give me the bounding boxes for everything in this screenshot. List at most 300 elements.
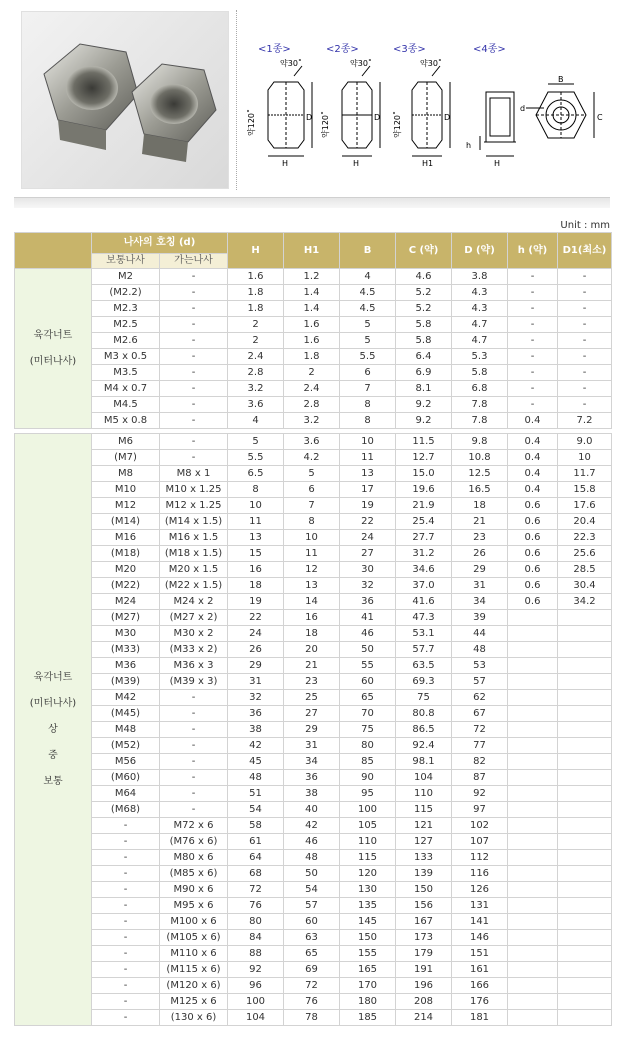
table-row bbox=[15, 466, 612, 482]
table-cell: M36 bbox=[92, 658, 160, 674]
table-row bbox=[15, 333, 612, 349]
table-cell: M6 bbox=[92, 434, 160, 450]
table-cell: M42 bbox=[92, 690, 160, 706]
table-cell: 4.3 bbox=[452, 285, 508, 301]
table-cell: 0.4 bbox=[508, 466, 558, 482]
table-cell: 67 bbox=[452, 706, 508, 722]
table-cell: 64 bbox=[228, 850, 284, 866]
table-cell bbox=[558, 914, 612, 930]
table-row bbox=[15, 898, 612, 914]
type-3-H1: H1 bbox=[422, 159, 434, 168]
table-cell: - bbox=[160, 397, 228, 413]
hex-nut-photo bbox=[21, 11, 229, 189]
table-cell: 7.8 bbox=[452, 397, 508, 413]
table-cell: 32 bbox=[340, 578, 396, 594]
table-cell: 127 bbox=[396, 834, 452, 850]
table-cell: - bbox=[508, 333, 558, 349]
table-cell bbox=[508, 946, 558, 962]
table-cell bbox=[558, 850, 612, 866]
table-cell: 10 bbox=[340, 434, 396, 450]
table-cell: 18 bbox=[228, 578, 284, 594]
table-cell: 214 bbox=[396, 1010, 452, 1026]
table-row bbox=[15, 301, 612, 317]
table-cell: 41 bbox=[340, 610, 396, 626]
table-cell: 105 bbox=[340, 818, 396, 834]
table-cell: M5 x 0.8 bbox=[92, 413, 160, 429]
table-row bbox=[15, 498, 612, 514]
header-C: C (약) bbox=[396, 233, 452, 269]
table-cell: 4 bbox=[228, 413, 284, 429]
table-cell: 4.7 bbox=[452, 333, 508, 349]
table-cell bbox=[508, 930, 558, 946]
table-cell: 10 bbox=[228, 498, 284, 514]
table-cell: 9.0 bbox=[558, 434, 612, 450]
table-row bbox=[15, 1010, 612, 1026]
header-thread: 나사의 호칭 (d) bbox=[92, 233, 228, 254]
table-cell: 17 bbox=[340, 482, 396, 498]
table-cell: 170 bbox=[340, 978, 396, 994]
table-cell bbox=[508, 818, 558, 834]
table-cell: M12 x 1.25 bbox=[160, 498, 228, 514]
table-cell: 135 bbox=[340, 898, 396, 914]
table-cell: 87 bbox=[452, 770, 508, 786]
table-cell: 15.0 bbox=[396, 466, 452, 482]
table-cell: - bbox=[92, 930, 160, 946]
table-cell: 36 bbox=[284, 770, 340, 786]
table-cell: (M115 x 6) bbox=[160, 962, 228, 978]
table-cell: 29 bbox=[228, 658, 284, 674]
table-row bbox=[15, 285, 612, 301]
table-cell: (130 x 6) bbox=[160, 1010, 228, 1026]
table-cell: - bbox=[508, 397, 558, 413]
table-cell: 72 bbox=[452, 722, 508, 738]
table-cell: - bbox=[92, 914, 160, 930]
table-row bbox=[15, 818, 612, 834]
table-cell: 80 bbox=[340, 738, 396, 754]
table-cell: 185 bbox=[340, 1010, 396, 1026]
table-cell bbox=[558, 882, 612, 898]
table-cell: M8 bbox=[92, 466, 160, 482]
table-cell bbox=[558, 610, 612, 626]
table-cell: 27 bbox=[340, 546, 396, 562]
table-cell: - bbox=[92, 1010, 160, 1026]
table-cell: 72 bbox=[284, 978, 340, 994]
table-cell: 4.6 bbox=[396, 269, 452, 285]
table-cell: 70 bbox=[340, 706, 396, 722]
table-cell: 18 bbox=[452, 498, 508, 514]
table-cell: - bbox=[92, 994, 160, 1010]
table-cell: (M39) bbox=[92, 674, 160, 690]
table-cell: 24 bbox=[340, 530, 396, 546]
table-cell: 88 bbox=[228, 946, 284, 962]
table-cell: 176 bbox=[452, 994, 508, 1010]
table-row bbox=[15, 482, 612, 498]
table-cell: 17.6 bbox=[558, 498, 612, 514]
type-4-h: h bbox=[466, 141, 472, 150]
table-cell: 2.4 bbox=[284, 381, 340, 397]
table-cell: 3.8 bbox=[452, 269, 508, 285]
table-cell: M2.6 bbox=[92, 333, 160, 349]
type-4-C: C bbox=[597, 113, 603, 122]
table-cell: 38 bbox=[228, 722, 284, 738]
table-cell bbox=[558, 786, 612, 802]
table-cell: 5.5 bbox=[340, 349, 396, 365]
table-cell: 104 bbox=[396, 770, 452, 786]
table-cell: 77 bbox=[452, 738, 508, 754]
table-row bbox=[15, 578, 612, 594]
table-row bbox=[15, 610, 612, 626]
table-cell: - bbox=[92, 946, 160, 962]
type-4-H: H bbox=[494, 159, 501, 168]
table-cell bbox=[558, 722, 612, 738]
table-cell: M2.3 bbox=[92, 301, 160, 317]
table-cell: - bbox=[92, 834, 160, 850]
table-cell: 8.1 bbox=[396, 381, 452, 397]
table-cell bbox=[558, 994, 612, 1010]
table-cell: 76 bbox=[228, 898, 284, 914]
table-cell: 21 bbox=[452, 514, 508, 530]
table-cell: 5.8 bbox=[396, 317, 452, 333]
table-cell: 1.4 bbox=[284, 301, 340, 317]
table-cell: 54 bbox=[284, 882, 340, 898]
table-cell: 11 bbox=[228, 514, 284, 530]
table-cell: 10 bbox=[284, 530, 340, 546]
table-cell: 156 bbox=[396, 898, 452, 914]
table-cell bbox=[558, 690, 612, 706]
table-cell: (M27 x 2) bbox=[160, 610, 228, 626]
table-cell: 68 bbox=[228, 866, 284, 882]
table-cell: 95 bbox=[340, 786, 396, 802]
table-cell: M10 x 1.25 bbox=[160, 482, 228, 498]
table-cell: 24 bbox=[228, 626, 284, 642]
table-cell: (M39 x 3) bbox=[160, 674, 228, 690]
table-cell: 133 bbox=[396, 850, 452, 866]
table-row bbox=[15, 642, 612, 658]
table-cell: M56 bbox=[92, 754, 160, 770]
table-cell: 2.4 bbox=[228, 349, 284, 365]
table-cell: 34.2 bbox=[558, 594, 612, 610]
table-row bbox=[15, 626, 612, 642]
table-cell: 1.2 bbox=[284, 269, 340, 285]
section-divider-band bbox=[14, 197, 610, 208]
table-cell: M30 x 2 bbox=[160, 626, 228, 642]
table-cell bbox=[558, 898, 612, 914]
table-cell: - bbox=[160, 301, 228, 317]
table-cell: 11 bbox=[340, 450, 396, 466]
table-row bbox=[15, 594, 612, 610]
table-cell: 28.5 bbox=[558, 562, 612, 578]
table-cell bbox=[508, 866, 558, 882]
table-cell: 6.9 bbox=[396, 365, 452, 381]
table-cell: 76 bbox=[284, 994, 340, 1010]
table-cell: 8 bbox=[340, 397, 396, 413]
table-cell: 16 bbox=[228, 562, 284, 578]
table-cell: M30 bbox=[92, 626, 160, 642]
table-cell: 92 bbox=[452, 786, 508, 802]
type-1-angle30: 약30˚ bbox=[280, 59, 302, 68]
table-cell bbox=[508, 674, 558, 690]
table-cell: 42 bbox=[284, 818, 340, 834]
table-cell: 3.6 bbox=[284, 434, 340, 450]
table-cell: M64 bbox=[92, 786, 160, 802]
table-cell bbox=[558, 866, 612, 882]
table-cell: - bbox=[160, 450, 228, 466]
table-cell: 3.2 bbox=[228, 381, 284, 397]
table-cell: 6 bbox=[284, 482, 340, 498]
table-cell: (M60) bbox=[92, 770, 160, 786]
table-cell: 58 bbox=[228, 818, 284, 834]
table-row bbox=[15, 365, 612, 381]
table-cell: 21 bbox=[284, 658, 340, 674]
table-cell: 92.4 bbox=[396, 738, 452, 754]
table-cell: M20 bbox=[92, 562, 160, 578]
table-cell: 40 bbox=[284, 802, 340, 818]
table-cell: 0.6 bbox=[508, 578, 558, 594]
table-row bbox=[15, 434, 612, 450]
table-cell: (M18 x 1.5) bbox=[160, 546, 228, 562]
type-3-D: D bbox=[444, 113, 451, 122]
table-cell bbox=[558, 674, 612, 690]
table-cell: 75 bbox=[396, 690, 452, 706]
table-cell: 20 bbox=[284, 642, 340, 658]
table-cell: - bbox=[508, 285, 558, 301]
table-cell: 120 bbox=[340, 866, 396, 882]
table-cell: - bbox=[558, 301, 612, 317]
table-cell: 0.4 bbox=[508, 413, 558, 429]
type-1-angle120: 약120˚ bbox=[247, 109, 256, 136]
table-cell bbox=[508, 706, 558, 722]
table-cell: 25.4 bbox=[396, 514, 452, 530]
table-cell: 27.7 bbox=[396, 530, 452, 546]
table-cell: 151 bbox=[452, 946, 508, 962]
table-cell: 34.6 bbox=[396, 562, 452, 578]
table-cell: 130 bbox=[340, 882, 396, 898]
table-cell bbox=[558, 946, 612, 962]
table-cell: M4.5 bbox=[92, 397, 160, 413]
table-cell: 173 bbox=[396, 930, 452, 946]
table-cell: 30.4 bbox=[558, 578, 612, 594]
header-fine-thread: 가는나사 bbox=[160, 254, 228, 269]
type-2-angle30: 약30˚ bbox=[350, 59, 372, 68]
table-row bbox=[15, 802, 612, 818]
table-cell: 6.5 bbox=[228, 466, 284, 482]
table-cell: 5.5 bbox=[228, 450, 284, 466]
unit-label: Unit : mm bbox=[560, 220, 610, 231]
table-row bbox=[15, 546, 612, 562]
table-cell: (M14 x 1.5) bbox=[160, 514, 228, 530]
table-cell bbox=[508, 690, 558, 706]
table-cell: 31 bbox=[452, 578, 508, 594]
table-cell: 98.1 bbox=[396, 754, 452, 770]
table-cell bbox=[558, 770, 612, 786]
table-cell: M48 bbox=[92, 722, 160, 738]
table-cell bbox=[508, 994, 558, 1010]
table-cell: (M2.2) bbox=[92, 285, 160, 301]
table-cell: 104 bbox=[228, 1010, 284, 1026]
table-cell: 0.6 bbox=[508, 530, 558, 546]
table-row bbox=[15, 914, 612, 930]
table-cell: - bbox=[92, 866, 160, 882]
table-cell: 8 bbox=[340, 413, 396, 429]
table-cell: 2.8 bbox=[284, 397, 340, 413]
table-cell: 110 bbox=[396, 786, 452, 802]
table-cell bbox=[508, 786, 558, 802]
table-cell: - bbox=[558, 397, 612, 413]
table-cell: 131 bbox=[452, 898, 508, 914]
table-cell: M36 x 3 bbox=[160, 658, 228, 674]
table-cell: M16 bbox=[92, 530, 160, 546]
table-cell: 115 bbox=[396, 802, 452, 818]
table-cell: 208 bbox=[396, 994, 452, 1010]
table-cell: 11.5 bbox=[396, 434, 452, 450]
table-cell: - bbox=[508, 381, 558, 397]
table-cell: 90 bbox=[340, 770, 396, 786]
table-cell: 11 bbox=[284, 546, 340, 562]
table-row bbox=[15, 978, 612, 994]
table-cell: 141 bbox=[452, 914, 508, 930]
table-row bbox=[15, 514, 612, 530]
table-cell: 42 bbox=[228, 738, 284, 754]
table-cell: - bbox=[508, 349, 558, 365]
table-cell: M20 x 1.5 bbox=[160, 562, 228, 578]
header-blank bbox=[15, 233, 92, 269]
table-cell: M72 x 6 bbox=[160, 818, 228, 834]
table-cell bbox=[508, 802, 558, 818]
table-cell: 78 bbox=[284, 1010, 340, 1026]
table-cell: 48 bbox=[228, 770, 284, 786]
header-D1: D1(최소) bbox=[558, 233, 612, 269]
table-cell: 5.3 bbox=[452, 349, 508, 365]
table-cell: 82 bbox=[452, 754, 508, 770]
table-row bbox=[15, 530, 612, 546]
table-cell: 26 bbox=[452, 546, 508, 562]
table-cell: - bbox=[160, 365, 228, 381]
table-cell: - bbox=[92, 850, 160, 866]
table-cell: 5.2 bbox=[396, 301, 452, 317]
table-cell: 44 bbox=[452, 626, 508, 642]
table-cell: (M85 x 6) bbox=[160, 866, 228, 882]
table-cell: 72 bbox=[228, 882, 284, 898]
type-4-d: d bbox=[520, 104, 526, 113]
table-cell: M125 x 6 bbox=[160, 994, 228, 1010]
table-cell bbox=[558, 978, 612, 994]
table-cell: (M22 x 1.5) bbox=[160, 578, 228, 594]
header-D: D (약) bbox=[452, 233, 508, 269]
table-cell: 31.2 bbox=[396, 546, 452, 562]
table-cell: M3 x 0.5 bbox=[92, 349, 160, 365]
table-cell: 150 bbox=[396, 882, 452, 898]
table-row bbox=[15, 317, 612, 333]
table-cell: 1.8 bbox=[284, 349, 340, 365]
table-cell: 26 bbox=[228, 642, 284, 658]
table-cell: 0.6 bbox=[508, 546, 558, 562]
table-row bbox=[15, 754, 612, 770]
group-2-label-line: 보통 bbox=[43, 775, 63, 787]
table-cell: 25 bbox=[284, 690, 340, 706]
table-cell: 46 bbox=[340, 626, 396, 642]
table-cell: M24 x 2 bbox=[160, 594, 228, 610]
table-cell: M8 x 1 bbox=[160, 466, 228, 482]
table-cell: 61 bbox=[228, 834, 284, 850]
table-cell: - bbox=[558, 269, 612, 285]
type-2-title: <2종> bbox=[326, 44, 359, 55]
table-cell: 167 bbox=[396, 914, 452, 930]
table-cell: (M18) bbox=[92, 546, 160, 562]
table-cell: 34 bbox=[284, 754, 340, 770]
table-cell: 1.8 bbox=[228, 285, 284, 301]
table-cell: 50 bbox=[284, 866, 340, 882]
table-cell: 5.8 bbox=[452, 365, 508, 381]
table-cell: 10 bbox=[558, 450, 612, 466]
table-cell: 57.7 bbox=[396, 642, 452, 658]
table-cell: 161 bbox=[452, 962, 508, 978]
table-cell: 4.5 bbox=[340, 285, 396, 301]
group-1-label bbox=[15, 269, 92, 429]
table-cell: - bbox=[508, 317, 558, 333]
table-row bbox=[15, 706, 612, 722]
table-cell: 3.2 bbox=[284, 413, 340, 429]
table-cell: 4.7 bbox=[452, 317, 508, 333]
table-cell: 84 bbox=[228, 930, 284, 946]
table-cell: 16 bbox=[284, 610, 340, 626]
table-body bbox=[15, 269, 612, 1026]
table-cell: - bbox=[92, 962, 160, 978]
table-cell: 19 bbox=[340, 498, 396, 514]
table-row bbox=[15, 413, 612, 429]
table-cell: 2 bbox=[284, 365, 340, 381]
table-cell: 4.5 bbox=[340, 301, 396, 317]
table-row bbox=[15, 397, 612, 413]
table-cell: (M45) bbox=[92, 706, 160, 722]
table-cell: - bbox=[508, 269, 558, 285]
group-2-label bbox=[15, 434, 92, 1026]
table-cell bbox=[508, 898, 558, 914]
table-cell: - bbox=[160, 381, 228, 397]
table-cell: M2.5 bbox=[92, 317, 160, 333]
table-cell: 19.6 bbox=[396, 482, 452, 498]
type-3-diagram bbox=[412, 66, 450, 156]
table-cell: 1.6 bbox=[228, 269, 284, 285]
table-cell: 23 bbox=[284, 674, 340, 690]
group-2-label-line: (미터나사) bbox=[29, 697, 77, 709]
table-row bbox=[15, 690, 612, 706]
table-cell: - bbox=[160, 770, 228, 786]
table-cell: 6.8 bbox=[452, 381, 508, 397]
table-cell bbox=[558, 834, 612, 850]
table-cell bbox=[508, 962, 558, 978]
table-row bbox=[15, 562, 612, 578]
table-row bbox=[15, 269, 612, 285]
table-cell: 32 bbox=[228, 690, 284, 706]
table-cell: 34 bbox=[452, 594, 508, 610]
table-cell bbox=[508, 722, 558, 738]
table-cell: 12 bbox=[284, 562, 340, 578]
table-cell: 85 bbox=[340, 754, 396, 770]
table-cell: - bbox=[92, 978, 160, 994]
table-cell: (M22) bbox=[92, 578, 160, 594]
table-cell: - bbox=[558, 365, 612, 381]
table-cell: 13 bbox=[284, 578, 340, 594]
table-cell: 39 bbox=[452, 610, 508, 626]
product-header bbox=[0, 0, 624, 198]
table-cell: M90 x 6 bbox=[160, 882, 228, 898]
table-cell: 155 bbox=[340, 946, 396, 962]
header-coarse-thread: 보통나사 bbox=[92, 254, 160, 269]
table-cell: 54 bbox=[228, 802, 284, 818]
group-1-label-line: 육각너트 bbox=[33, 329, 73, 341]
table-cell: M2 bbox=[92, 269, 160, 285]
table-cell: 12.7 bbox=[396, 450, 452, 466]
